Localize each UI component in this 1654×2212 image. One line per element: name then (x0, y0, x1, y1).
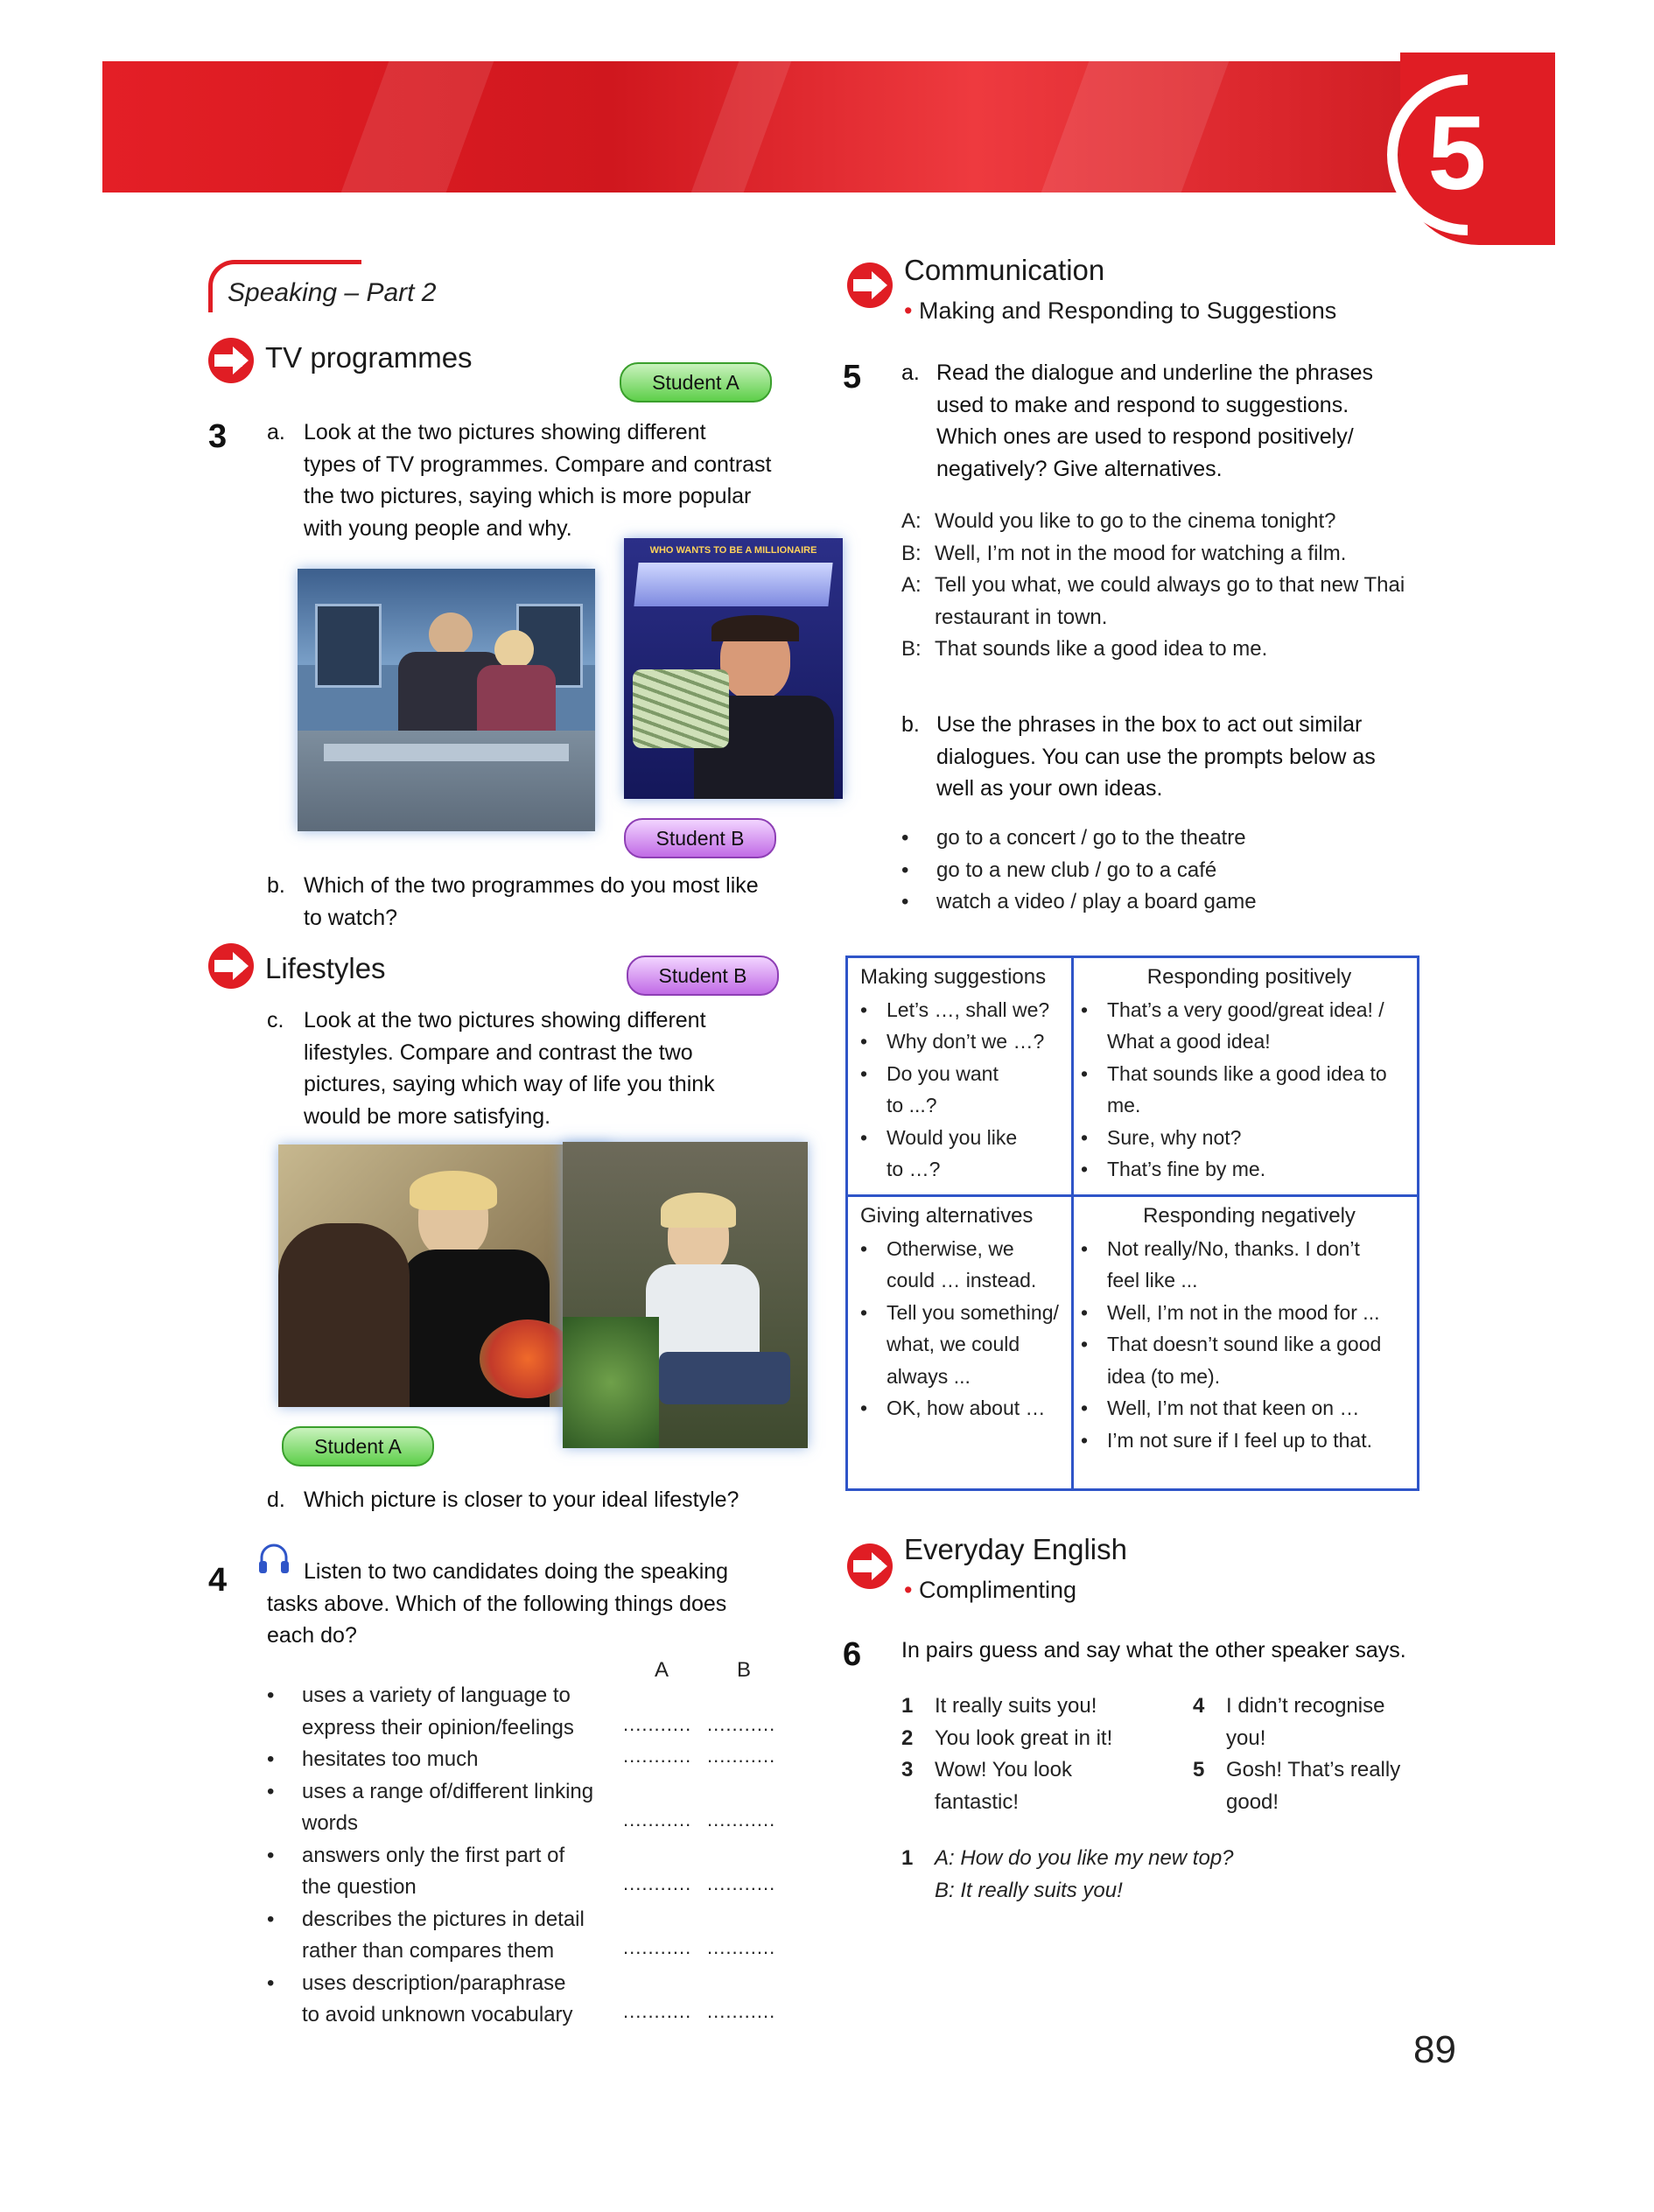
exercise-number: 5 (843, 359, 862, 396)
item-label: b. (267, 873, 285, 898)
list-item: • Would you like to …? (860, 1122, 1070, 1186)
answer-blank-b[interactable]: ........... (707, 1872, 776, 1894)
list-item: • That’s a very good/great idea! / What a good idea! (1081, 994, 1418, 1058)
list-item: • Tell you something/ what, we could always ... (860, 1297, 1070, 1393)
answer-blank-a[interactable]: ........... (623, 1745, 692, 1767)
column-a-header: A (655, 1658, 669, 1682)
prompts-list (901, 822, 1426, 919)
text-line: Look at the two pictures showing different (304, 420, 706, 444)
text-line: Use the phrases in the box to act out similar (936, 712, 1363, 737)
item-label: c. (267, 1008, 284, 1032)
list-item: • That sounds like a good idea to me. (1081, 1058, 1418, 1122)
list-item: • Sure, why not? (1081, 1122, 1418, 1154)
responding-negatively-cell (1081, 1200, 1418, 1456)
cell-heading: Making suggestions (860, 965, 1047, 989)
text-line: Which of the two programmes do you most like (304, 873, 759, 898)
dialogue-line: A: Would you like to go to the cinema tonight? (901, 509, 1336, 533)
photo-caption: WHO WANTS TO BE A MILLIONAIRE (649, 545, 817, 556)
everyday-english-subtitle: • Complimenting (904, 1577, 1077, 1603)
exercise-number: 3 (208, 418, 228, 455)
text-line: used to make and respond to suggestions. (936, 392, 1349, 417)
relaxed-photo (563, 1142, 808, 1448)
communication-title: Communication (904, 254, 1105, 286)
answer-blank-a[interactable]: ........... (623, 1936, 692, 1958)
everyday-english-title: Everyday English (904, 1533, 1127, 1565)
office-photo (278, 1144, 611, 1407)
dialogue-line: B: It really suits you! (935, 1878, 1123, 1902)
list-item: • Otherwise, we could … instead. (860, 1233, 1070, 1297)
news-studio-photo (298, 569, 595, 831)
dialogue-line: B: That sounds like a good idea to me. (901, 637, 1268, 661)
list-item: • go to a concert / go to the theatre (901, 822, 1426, 855)
student-a-badge: Student A (620, 362, 772, 402)
list-item: • That’s fine by me. (1081, 1153, 1418, 1186)
arrow-icon (208, 943, 254, 989)
page-number: 89 (1413, 2028, 1456, 2071)
list-item: • watch a video / play a board game (901, 886, 1426, 919)
list-item: • OK, how about … (860, 1392, 1070, 1424)
answer-blank-b[interactable]: ........... (707, 1809, 776, 1830)
dialogue-line: B: Well, I’m not in the mood for watching a film. (901, 541, 1347, 565)
list-item: • Not really/No, thanks. I don’t feel like ... (1081, 1233, 1418, 1297)
column-b-header: B (737, 1658, 752, 1682)
text-line: with young people and why. (304, 515, 572, 541)
text-line: types of TV programmes. Compare and contrast (304, 452, 772, 477)
making-suggestions-cell (860, 962, 1070, 1186)
text-line: the two pictures, saying which is more popular (304, 484, 752, 508)
list-item: 3 Wow! You look fantastic! (901, 1758, 1072, 1814)
exercise-number: 6 (843, 1636, 862, 1673)
phrases-table (845, 956, 1419, 1491)
text-line: Which picture is closer to your ideal lifestyle? (304, 1488, 739, 1512)
arrow-icon (847, 262, 893, 308)
answer-blank-a[interactable]: ........... (623, 1713, 692, 1735)
list-item: • uses a range of/different linking words (267, 1776, 617, 1840)
text-line: Listen to two candidates doing the speaking (304, 1559, 729, 1584)
list-item: • go to a new club / go to a café (901, 855, 1426, 887)
item-label: d. (267, 1488, 285, 1512)
lifestyles-title: Lifestyles (265, 952, 386, 984)
text-line: dialogues. You can use the prompts below as (936, 744, 1376, 769)
list-item: • Why don’t we …? (860, 1026, 1070, 1058)
cell-heading: Responding negatively (1143, 1204, 1356, 1228)
item-label: b. (901, 712, 920, 737)
text-line: Look at the two pictures showing different (304, 1008, 706, 1032)
example-dialogue: 1 A: How do you like my new top? B: It really suits you! (901, 1843, 1426, 1907)
millionaire-photo (624, 538, 843, 799)
giving-alternatives-cell (860, 1200, 1070, 1424)
answer-blank-b[interactable]: ........... (707, 1713, 776, 1735)
exercise-number: 4 (208, 1562, 228, 1599)
list-item: 5 Gosh! That’s really good! (1193, 1758, 1401, 1814)
compliments-left (901, 1690, 1181, 1818)
list-item: • Well, I’m not that keen on … (1081, 1392, 1418, 1424)
text-line: Which ones are used to respond positively/ (936, 424, 1354, 449)
unit-number: 5 (1427, 94, 1487, 212)
text-line: negatively? Give alternatives. (936, 456, 1223, 481)
list-item: • That doesn’t sound like a good idea (to me). (1081, 1328, 1418, 1392)
text-line: would be more satisfying. (304, 1103, 551, 1129)
arrow-icon (208, 338, 254, 383)
answer-blank-b[interactable]: ........... (707, 1745, 776, 1767)
exercise-4-intro (267, 1556, 809, 1652)
cell-heading: Responding positively (1146, 965, 1352, 989)
list-item: • uses description/paraphrase to avoid unknown vocabulary (267, 1968, 617, 2032)
list-item: • describes the pictures in detail rather than compares them (267, 1904, 617, 1968)
speaking-label: Speaking – Part 2 (228, 278, 437, 307)
student-a-badge: Student A (282, 1426, 434, 1466)
text-line: tasks above. Which of the following things does (267, 1591, 727, 1616)
item-label: a. (267, 420, 285, 444)
text-line: lifestyles. Compare and contrast the two (304, 1040, 693, 1065)
tv-programmes-title: TV programmes (265, 341, 473, 374)
list-item: 2 You look great in it! (901, 1726, 1113, 1750)
list-item: • Well, I’m not in the mood for ... (1081, 1297, 1418, 1329)
ex4-items (267, 1680, 617, 2032)
text-line: In pairs guess and say what the other speaker says. (901, 1638, 1406, 1662)
list-item: • answers only the first part of the question (267, 1840, 617, 1904)
answer-blank-a[interactable]: ........... (623, 2000, 692, 2022)
text-line: pictures, saying which way of life you think (304, 1072, 715, 1096)
answer-blank-b[interactable]: ........... (707, 1936, 776, 1958)
text-line: each do? (267, 1623, 357, 1648)
list-item: • Let’s …, shall we? (860, 994, 1070, 1026)
list-item: 4 I didn’t recognise you! (1193, 1694, 1385, 1750)
answer-blank-a[interactable]: ........... (623, 1872, 692, 1894)
dialogue (901, 506, 1444, 666)
student-b-badge: Student B (627, 956, 779, 996)
exercise-6-instruction (901, 1634, 1444, 1667)
responding-positively-cell (1081, 962, 1418, 1186)
text-line: to watch? (304, 905, 398, 930)
compliments-right (1193, 1690, 1429, 1818)
header-banner (102, 61, 1555, 192)
answer-blank-a[interactable]: ........... (623, 1809, 692, 1830)
dialogue-line: A: Tell you what, we could always go to that new Thai restaurant in town. (901, 573, 1405, 629)
dialogue-line: A: How do you like my new top? (935, 1846, 1234, 1870)
arrow-icon (847, 1544, 893, 1589)
list-item: 1 It really suits you! (901, 1694, 1097, 1718)
list-item: • uses a variety of language to express their opinion/feelings (267, 1680, 617, 1744)
text-line: well as your own ideas. (936, 776, 1163, 801)
text-line: Read the dialogue and underline the phrases (936, 360, 1373, 385)
item-label: a. (901, 360, 920, 385)
list-item: • hesitates too much (267, 1744, 617, 1776)
student-b-badge: Student B (624, 818, 776, 858)
cell-heading: Giving alternatives (860, 1204, 1034, 1228)
list-item: • Do you want to ...? (860, 1058, 1070, 1122)
communication-subtitle: • Making and Responding to Suggestions (904, 298, 1337, 324)
answer-blank-b[interactable]: ........... (707, 2000, 776, 2022)
list-item: • I’m not sure if I feel up to that. (1081, 1424, 1418, 1457)
